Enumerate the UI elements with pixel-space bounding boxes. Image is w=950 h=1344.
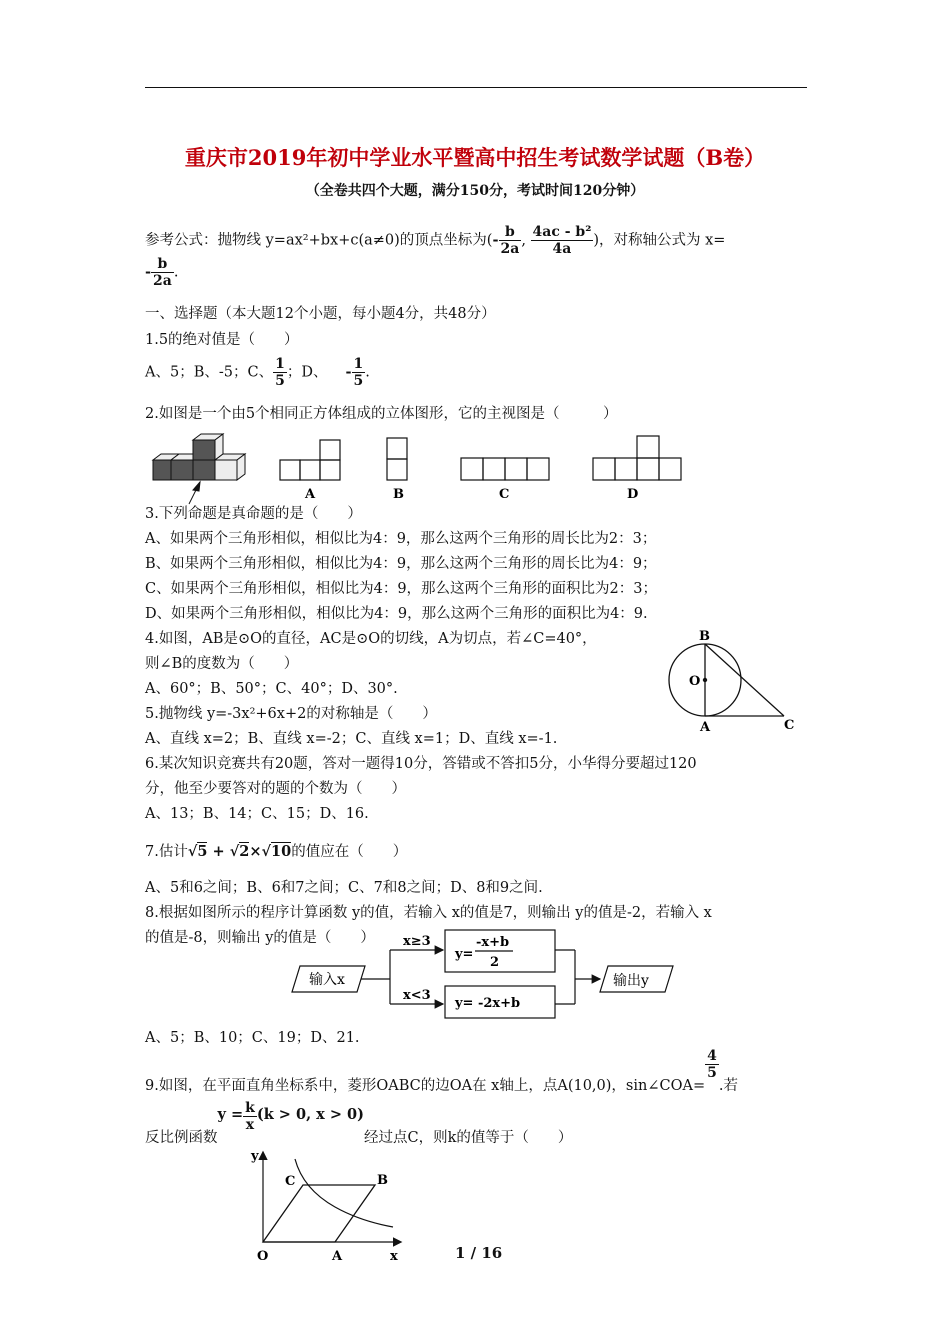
formula1-num: -x+b <box>476 935 510 950</box>
q9-line2: 反比例函数y = $\frac{k}{x}$ (k > 0, x > 0)经过点C，则k的值等于（ ） <box>145 1100 573 1146</box>
q3-stem: 3.下列命题是真命题的是（ ） <box>145 506 362 522</box>
formula-line-2: - $\frac{b}{2a}$ . <box>145 256 179 289</box>
q9-figure <box>245 1145 415 1270</box>
q6-line2: 分，他至少要答对的题的个数为（ ） <box>145 781 406 797</box>
q4-label-o: O <box>689 674 701 689</box>
q4-line1: 4.如图，AB是⊙O的直径，AC是⊙O的切线，A为切点，若∠C=40°， <box>145 631 597 647</box>
q9-label-c: C <box>285 1174 296 1189</box>
q6-options: A、13；B、14；C、15；D、16. <box>145 806 369 822</box>
q2-stem: 2.如图是一个由5个相同正方体组成的立体图形，它的主视图是（ ） <box>145 406 618 422</box>
q6-line1: 6.某次知识竞赛共有20题，答对一题得10分，答错或不答扣5分，小华得分要超过120 <box>145 756 697 772</box>
q9-label-x: x <box>390 1249 398 1264</box>
q3-option-b: B、如果两个三角形相似，相似比为4：9，那么这两个三角形的周长比为4：9； <box>145 556 657 572</box>
q1-options: A、5；B、-5；C、 $\frac{1}{5}$ ；D、 - $\frac{1}{5}$ . <box>145 356 370 389</box>
q2-label-d: D <box>627 487 639 502</box>
q4-line2: 则∠B的度数为（ ） <box>145 656 299 672</box>
exam-title: 重庆市2019年初中学业水平暨高中招生考试数学试题（B卷） <box>184 145 766 170</box>
q8-options: A、5；B、10；C、19；D、21. <box>145 1030 360 1046</box>
q4-label-a: A <box>700 720 711 735</box>
input-label: 输入x <box>309 972 345 988</box>
q2-option-b-figure <box>387 438 407 480</box>
q2-3d-solid <box>153 434 245 504</box>
q4-figure <box>660 626 810 738</box>
q9-label-a: A <box>332 1249 343 1264</box>
q4-label-c: C <box>784 718 795 733</box>
q9-label-b: B <box>377 1173 388 1188</box>
cond-ge3: x≥3 <box>403 934 431 949</box>
q8-flowchart <box>285 928 685 1023</box>
q3-option-a: A、如果两个三角形相似，相似比为4：9，那么这两个三角形的周长比为2：3； <box>145 531 657 547</box>
q2-figure <box>145 430 705 505</box>
cond-lt3: x<3 <box>403 988 431 1003</box>
q9-label-o: O <box>257 1249 269 1264</box>
output-label: 输出y <box>613 973 649 989</box>
header-rule <box>145 87 807 88</box>
formula2: y= -2x+b <box>455 996 521 1011</box>
q2-option-a-figure <box>280 440 340 480</box>
q8-line2: 的值是-8，则输出 y的值是（ ） <box>145 930 375 946</box>
q2-label-c: C <box>499 487 510 502</box>
q7-options: A、5和6之间；B、6和7之间；C、7和8之间；D、8和9之间. <box>145 880 543 896</box>
q5-stem: 5.抛物线 y=-3x²+6x+2的对称轴是（ ） <box>145 706 437 722</box>
formula1-den: 2 <box>490 955 500 970</box>
q5-options: A、直线 x=2；B、直线 x=-2；C、直线 x=1；D、直线 x=-1. <box>145 731 558 747</box>
q2-label-b: B <box>393 487 404 502</box>
q4-options: A、60°；B、50°；C、40°；D、30°. <box>145 681 398 697</box>
q9-line1: 9.如图，在平面直角坐标系中，菱形OABC的边OA在 x轴上，点A(10,0)，sin∠COA= $\frac{4}{5}$ .若 <box>145 1048 738 1094</box>
q4-label-b: B <box>699 629 710 644</box>
page-number: 1 / 16 <box>455 1244 503 1262</box>
formula1-prefix: y= <box>455 947 474 962</box>
q2-label-a: A <box>305 487 316 502</box>
exam-subtitle: （全卷共四个大题，满分150分，考试时间120分钟） <box>305 183 645 199</box>
q7-stem: 7.估计√5 + √2×√10的值应在（ ） <box>145 843 408 860</box>
q2-option-d-figure <box>593 436 681 480</box>
q8-line1: 8.根据如图所示的程序计算函数 y的值，若输入 x的值是7，则输出 y的值是-2，若输入 x <box>145 905 712 921</box>
q3-option-d: D、如果两个三角形相似，相似比为4：9，那么这两个三角形的面积比为4：9. <box>145 606 648 622</box>
q1-stem: 1.5的绝对值是（ ） <box>145 332 299 348</box>
q9-label-y: y <box>251 1149 259 1164</box>
q3-option-c: C、如果两个三角形相似，相似比为4：9，那么这两个三角形的面积比为2：3； <box>145 581 657 597</box>
q2-option-c-figure <box>461 458 549 480</box>
section-heading: 一、选择题（本大题12个小题，每小题4分，共48分） <box>145 306 496 322</box>
formula-line: 参考公式：抛物线 y=ax²+bx+c(a≠0)的顶点坐标为(- $\frac{b}{2a}$ , $\frac{\text{4ac - b²}}{4a}$ )，对称轴公式为 x= <box>145 224 726 257</box>
